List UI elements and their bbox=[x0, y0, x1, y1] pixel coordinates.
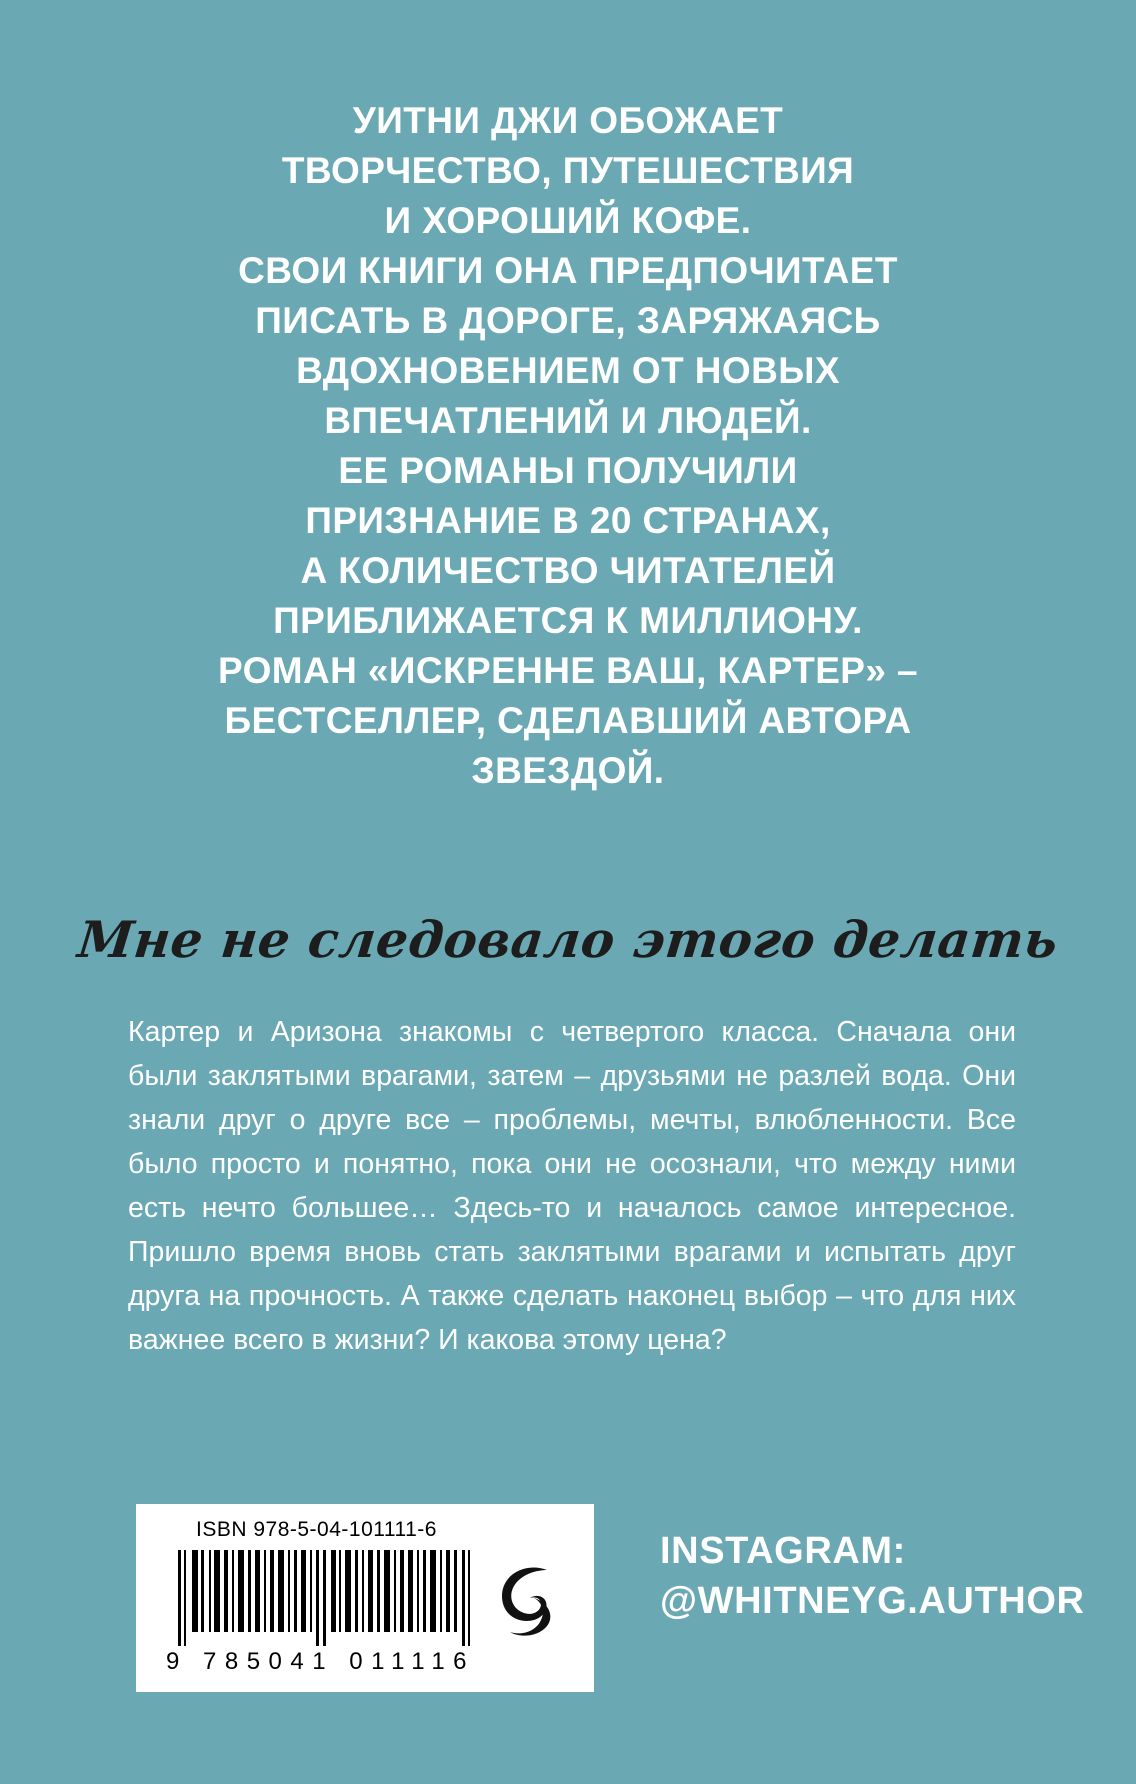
author-blurb-line: БЕСТСЕЛЛЕР, СДЕЛАВШИЙ АВТОРА bbox=[224, 700, 912, 741]
author-blurb-line: ПИСАТЬ В ДОРОГЕ, ЗАРЯЖАЯСЬ bbox=[255, 300, 881, 341]
author-blurb-line: УИТНИ ДЖИ ОБОЖАЕТ bbox=[352, 100, 784, 141]
author-blurb-line: ПРИЗНАНИЕ В 20 СТРАНАХ, bbox=[305, 500, 831, 541]
author-blurb-line: СВОИ КНИГИ ОНА ПРЕДПОЧИТАЕТ bbox=[238, 250, 898, 291]
instagram-block bbox=[660, 1526, 1085, 1626]
barcode-image bbox=[176, 1550, 494, 1646]
cover-footer bbox=[0, 1484, 1136, 1784]
author-blurb-line: ТВОРЧЕСТВО, ПУТЕШЕСТВИЯ bbox=[281, 150, 855, 191]
author-blurb-line: ВДОХНОВЕНИЕМ ОТ НОВЫХ bbox=[296, 350, 840, 391]
barcode-digits: 9 785041 011116 bbox=[166, 1648, 476, 1675]
author-blurb-line: ЕЕ РОМАНЫ ПОЛУЧИЛИ bbox=[338, 450, 798, 491]
isbn-block bbox=[136, 1504, 594, 1692]
book-title-script: Мне не следовало этого делать bbox=[75, 910, 1061, 969]
author-blurb-line: ВПЕЧАТЛЕНИЙ И ЛЮДЕЙ. bbox=[324, 400, 812, 441]
author-blurb-line: РОМАН «ИСКРЕННЕ ВАШ, КАРТЕР» – bbox=[218, 650, 918, 691]
author-blurb-line: ПРИБЛИЖАЕТСЯ К МИЛЛИОНУ. bbox=[273, 600, 863, 641]
instagram-handle: @WHITNEYG.AUTHOR bbox=[660, 1580, 1085, 1622]
annotation-text bbox=[128, 1010, 1016, 1362]
instagram-label: INSTAGRAM: bbox=[660, 1530, 906, 1572]
author-blurb-line: ЗВЕЗДОЙ. bbox=[471, 750, 665, 791]
isbn-label: ISBN 978-5-04-101111-6 bbox=[196, 1518, 437, 1541]
author-blurb-line: А КОЛИЧЕСТВО ЧИТАТЕЛЕЙ bbox=[300, 550, 836, 591]
annotation-paragraph: Картер и Аризона знакомы с четвертого класса. Сначала они были заклятыми врагами, затем – друзьями не разлей вода. Они знали друг о друге все – проблемы, мечты, влюбленности. Все было просто и понятно, пока они не осознали, что между ними есть нечто большее… Здесь-то и началось самое интересное. Пришло время вновь стать заклятыми врагами и испытать друг друга на прочность. А также сделать наконец выбор – что для них важнее всего в жизни? И какова этому цена? bbox=[128, 1016, 1016, 1356]
eksmo-logo bbox=[490, 1558, 568, 1654]
author-blurb bbox=[0, 96, 1136, 796]
author-blurb-line: И ХОРОШИЙ КОФЕ. bbox=[384, 200, 752, 241]
